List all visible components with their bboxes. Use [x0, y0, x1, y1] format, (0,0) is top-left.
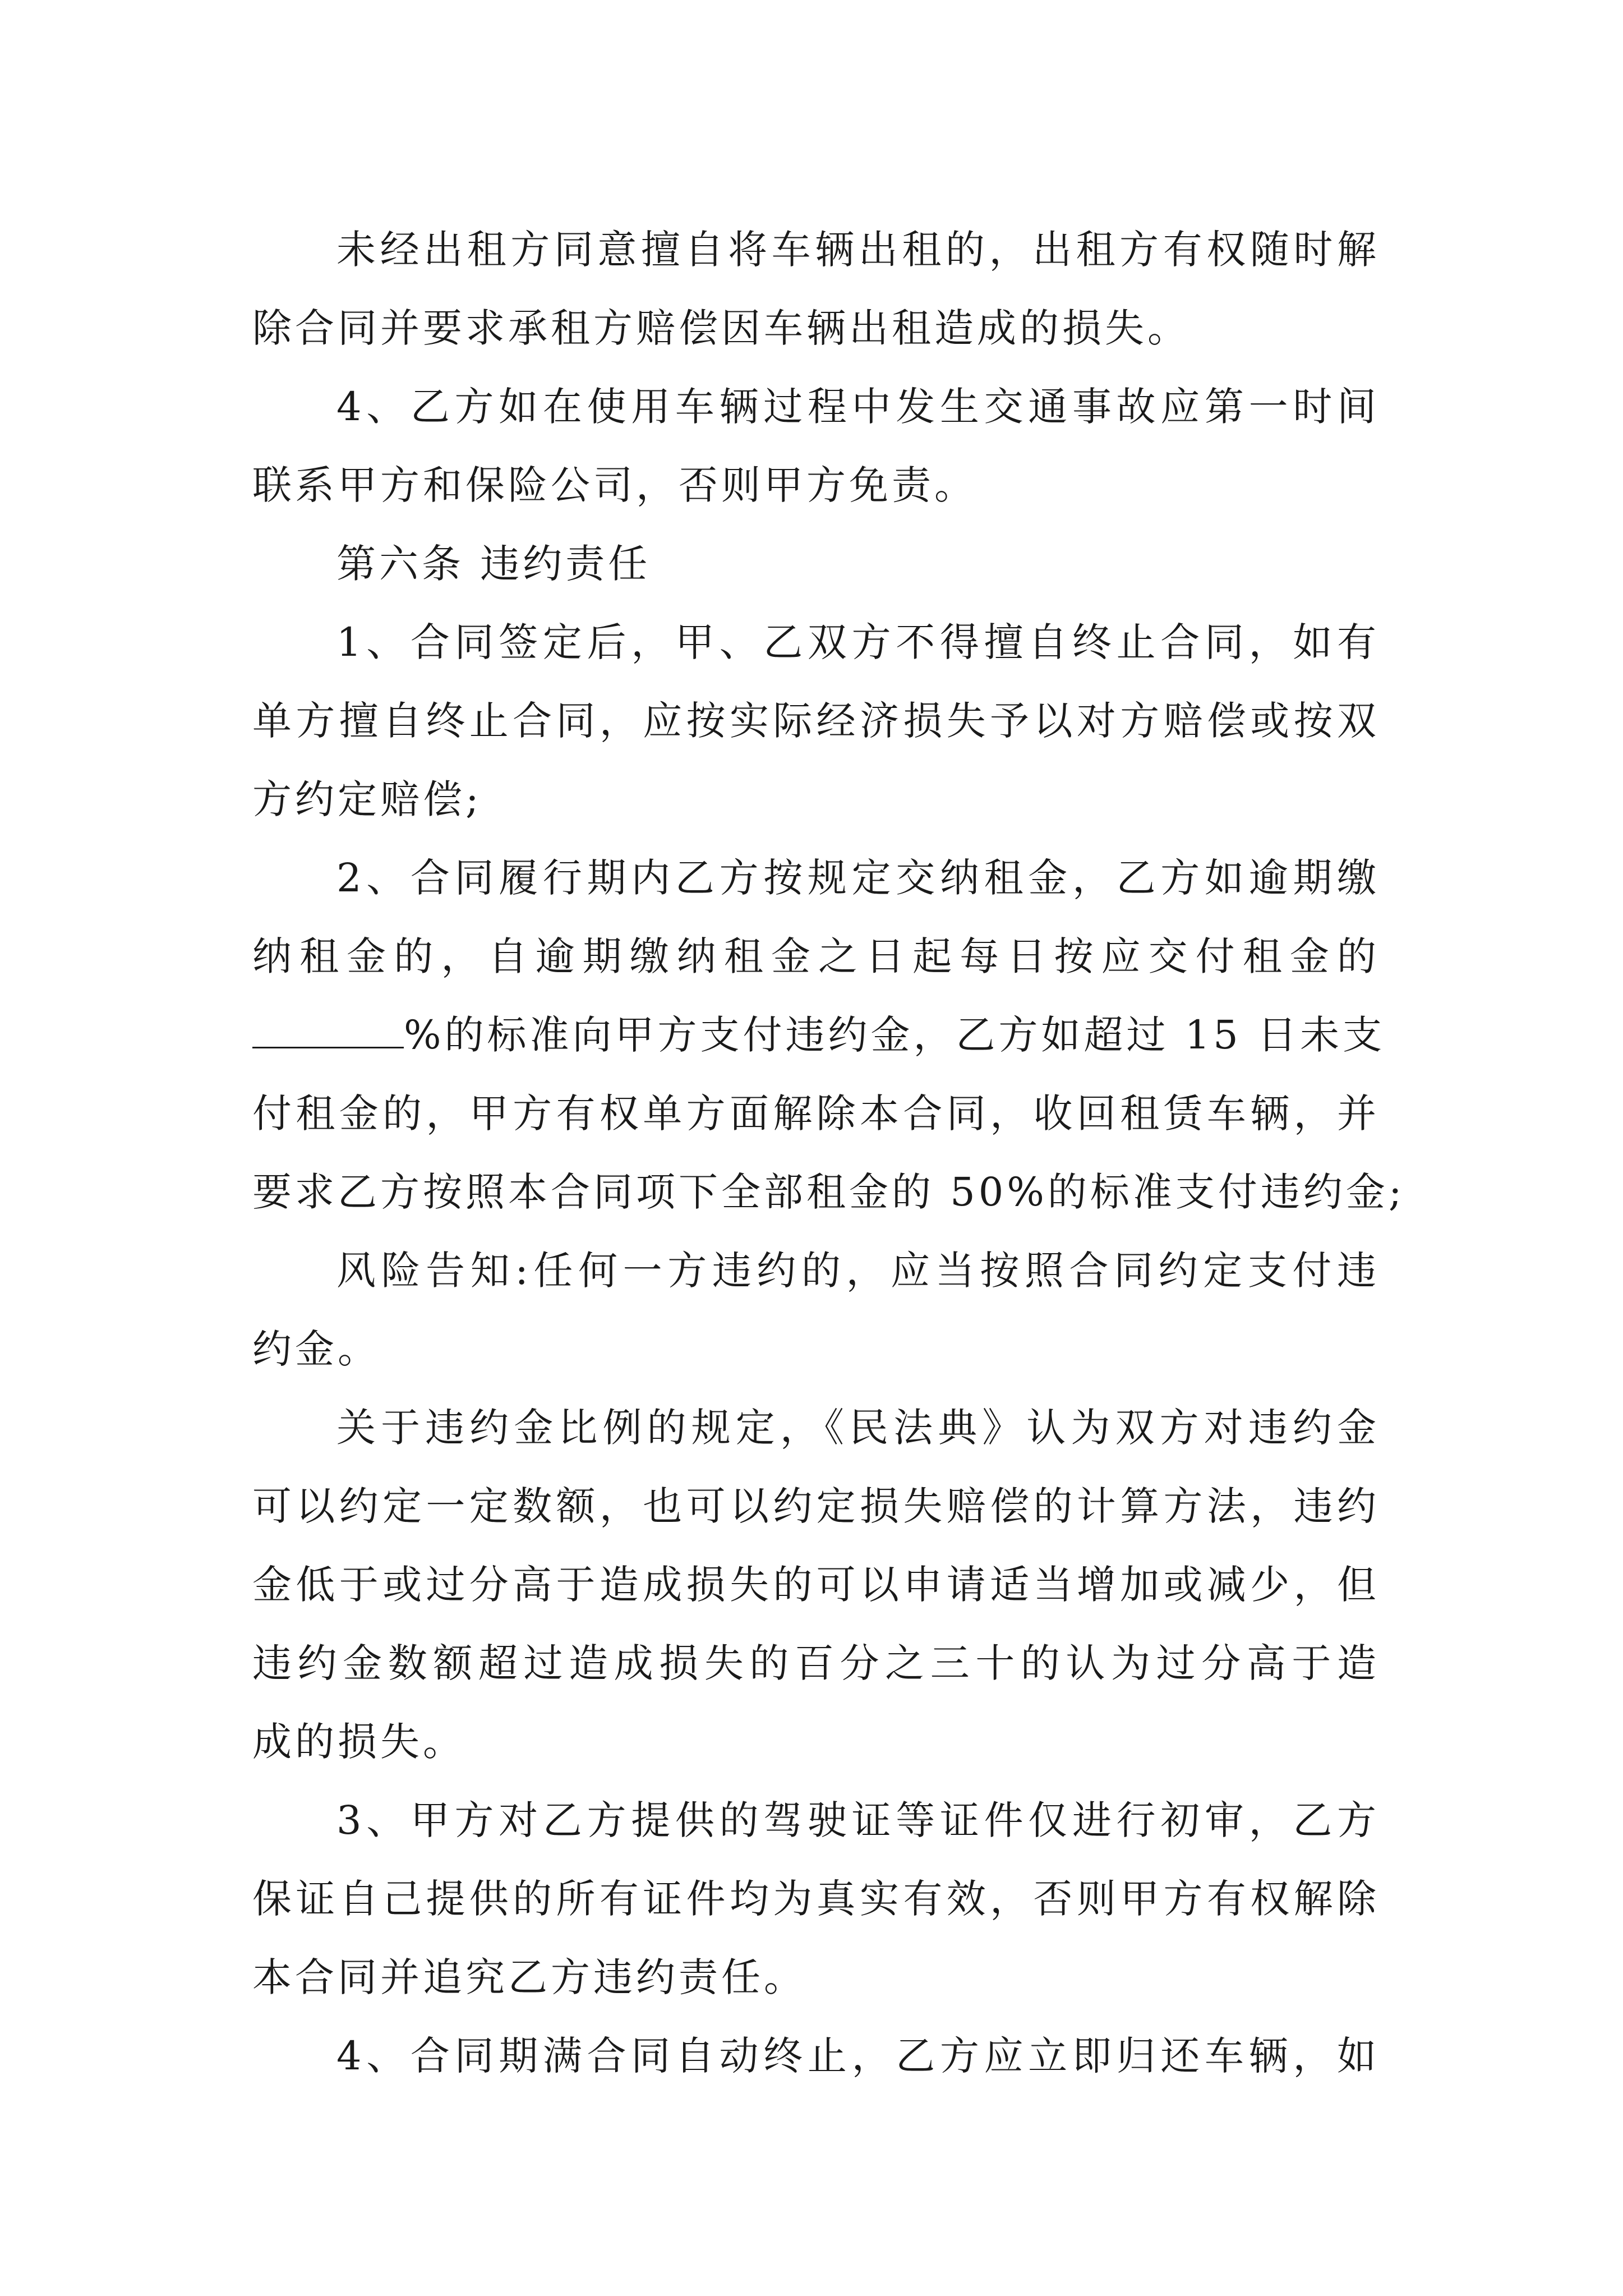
- text-line: 要求乙方按照本合同项下全部租金的 50%的标准支付违约金;: [252, 1169, 1405, 1215]
- section-heading-article-six: [252, 524, 1380, 603]
- paragraph-sublease-clause: [252, 210, 1380, 367]
- text-line: 4、乙方如在使用车辆过程中发生交通事故应第一时间: [336, 384, 1380, 430]
- text-line: 3、甲方对乙方提供的驾驶证等证件仅进行初审，乙方: [336, 1797, 1380, 1843]
- text-line: 本合同并追究乙方违约责任。: [252, 1954, 806, 2000]
- text-line: 2、合同履行期内乙方按规定交纳租金，乙方如逾期缴: [336, 855, 1380, 901]
- text-line: 联系甲方和保险公司，否则甲方免责。: [252, 462, 977, 508]
- text-line: 关于违约金比例的规定，《民法典》认为双方对违约金: [336, 1405, 1380, 1451]
- text-line: 保证自己提供的所有证件均为真实有效，否则甲方有权解除: [252, 1876, 1380, 1922]
- paragraph-late-rent-clause: [252, 839, 1405, 1231]
- text-line: 1、合同签定后，甲、乙双方不得擅自终止合同，如有: [336, 619, 1380, 665]
- text-line-with-blank: [252, 996, 1386, 1074]
- text-line: 风险告知:任何一方违约的，应当按照合同约定支付违: [336, 1248, 1380, 1294]
- text-line: 违约金数额超过造成损失的百分之三十的认为过分高于造: [252, 1640, 1380, 1686]
- text-line: 单方擅自终止合同，应按实际经济损失予以对方赔偿或按双: [252, 698, 1380, 744]
- text-line: 可以约定一定数额，也可以约定损失赔偿的计算方法，违约: [252, 1483, 1380, 1529]
- text-line: 付租金的，甲方有权单方面解除本合同，收回租赁车辆，并: [252, 1091, 1380, 1137]
- fill-in-blank[interactable]: [252, 1014, 404, 1048]
- text-line: 约金。: [252, 1326, 380, 1372]
- text-line: 未经出租方同意擅自将车辆出租的，出租方有权随时解: [336, 227, 1380, 273]
- paragraph-documents-clause: [252, 1781, 1380, 2017]
- paragraph-risk-notice: [252, 1231, 1380, 1388]
- text-line: 成的损失。: [252, 1719, 465, 1765]
- paragraph-expiry-clause: [252, 2017, 1380, 2095]
- paragraph-termination-clause: [252, 603, 1380, 839]
- text-line: 除合同并要求承租方赔偿因车辆出租造成的损失。: [252, 305, 1190, 351]
- text-line: 方约定赔偿;: [252, 776, 482, 822]
- text-line: 金低于或过分高于造成损失的可以申请适当增加或减少，但: [252, 1562, 1380, 1608]
- section-heading: 第六条 违约责任: [336, 541, 651, 587]
- paragraph-penalty-ratio: [252, 1388, 1380, 1781]
- text-segment: %的标准向甲方支付违约金，乙方如超过 15 日未支: [404, 1012, 1386, 1058]
- paragraph-accident-clause: [252, 367, 1380, 524]
- text-line: 纳租金的，自逾期缴纳租金之日起每日按应交付租金的: [252, 933, 1380, 979]
- text-line: 4、合同期满合同自动终止，乙方应立即归还车辆，如: [336, 2033, 1380, 2079]
- document-body: [252, 210, 1405, 2095]
